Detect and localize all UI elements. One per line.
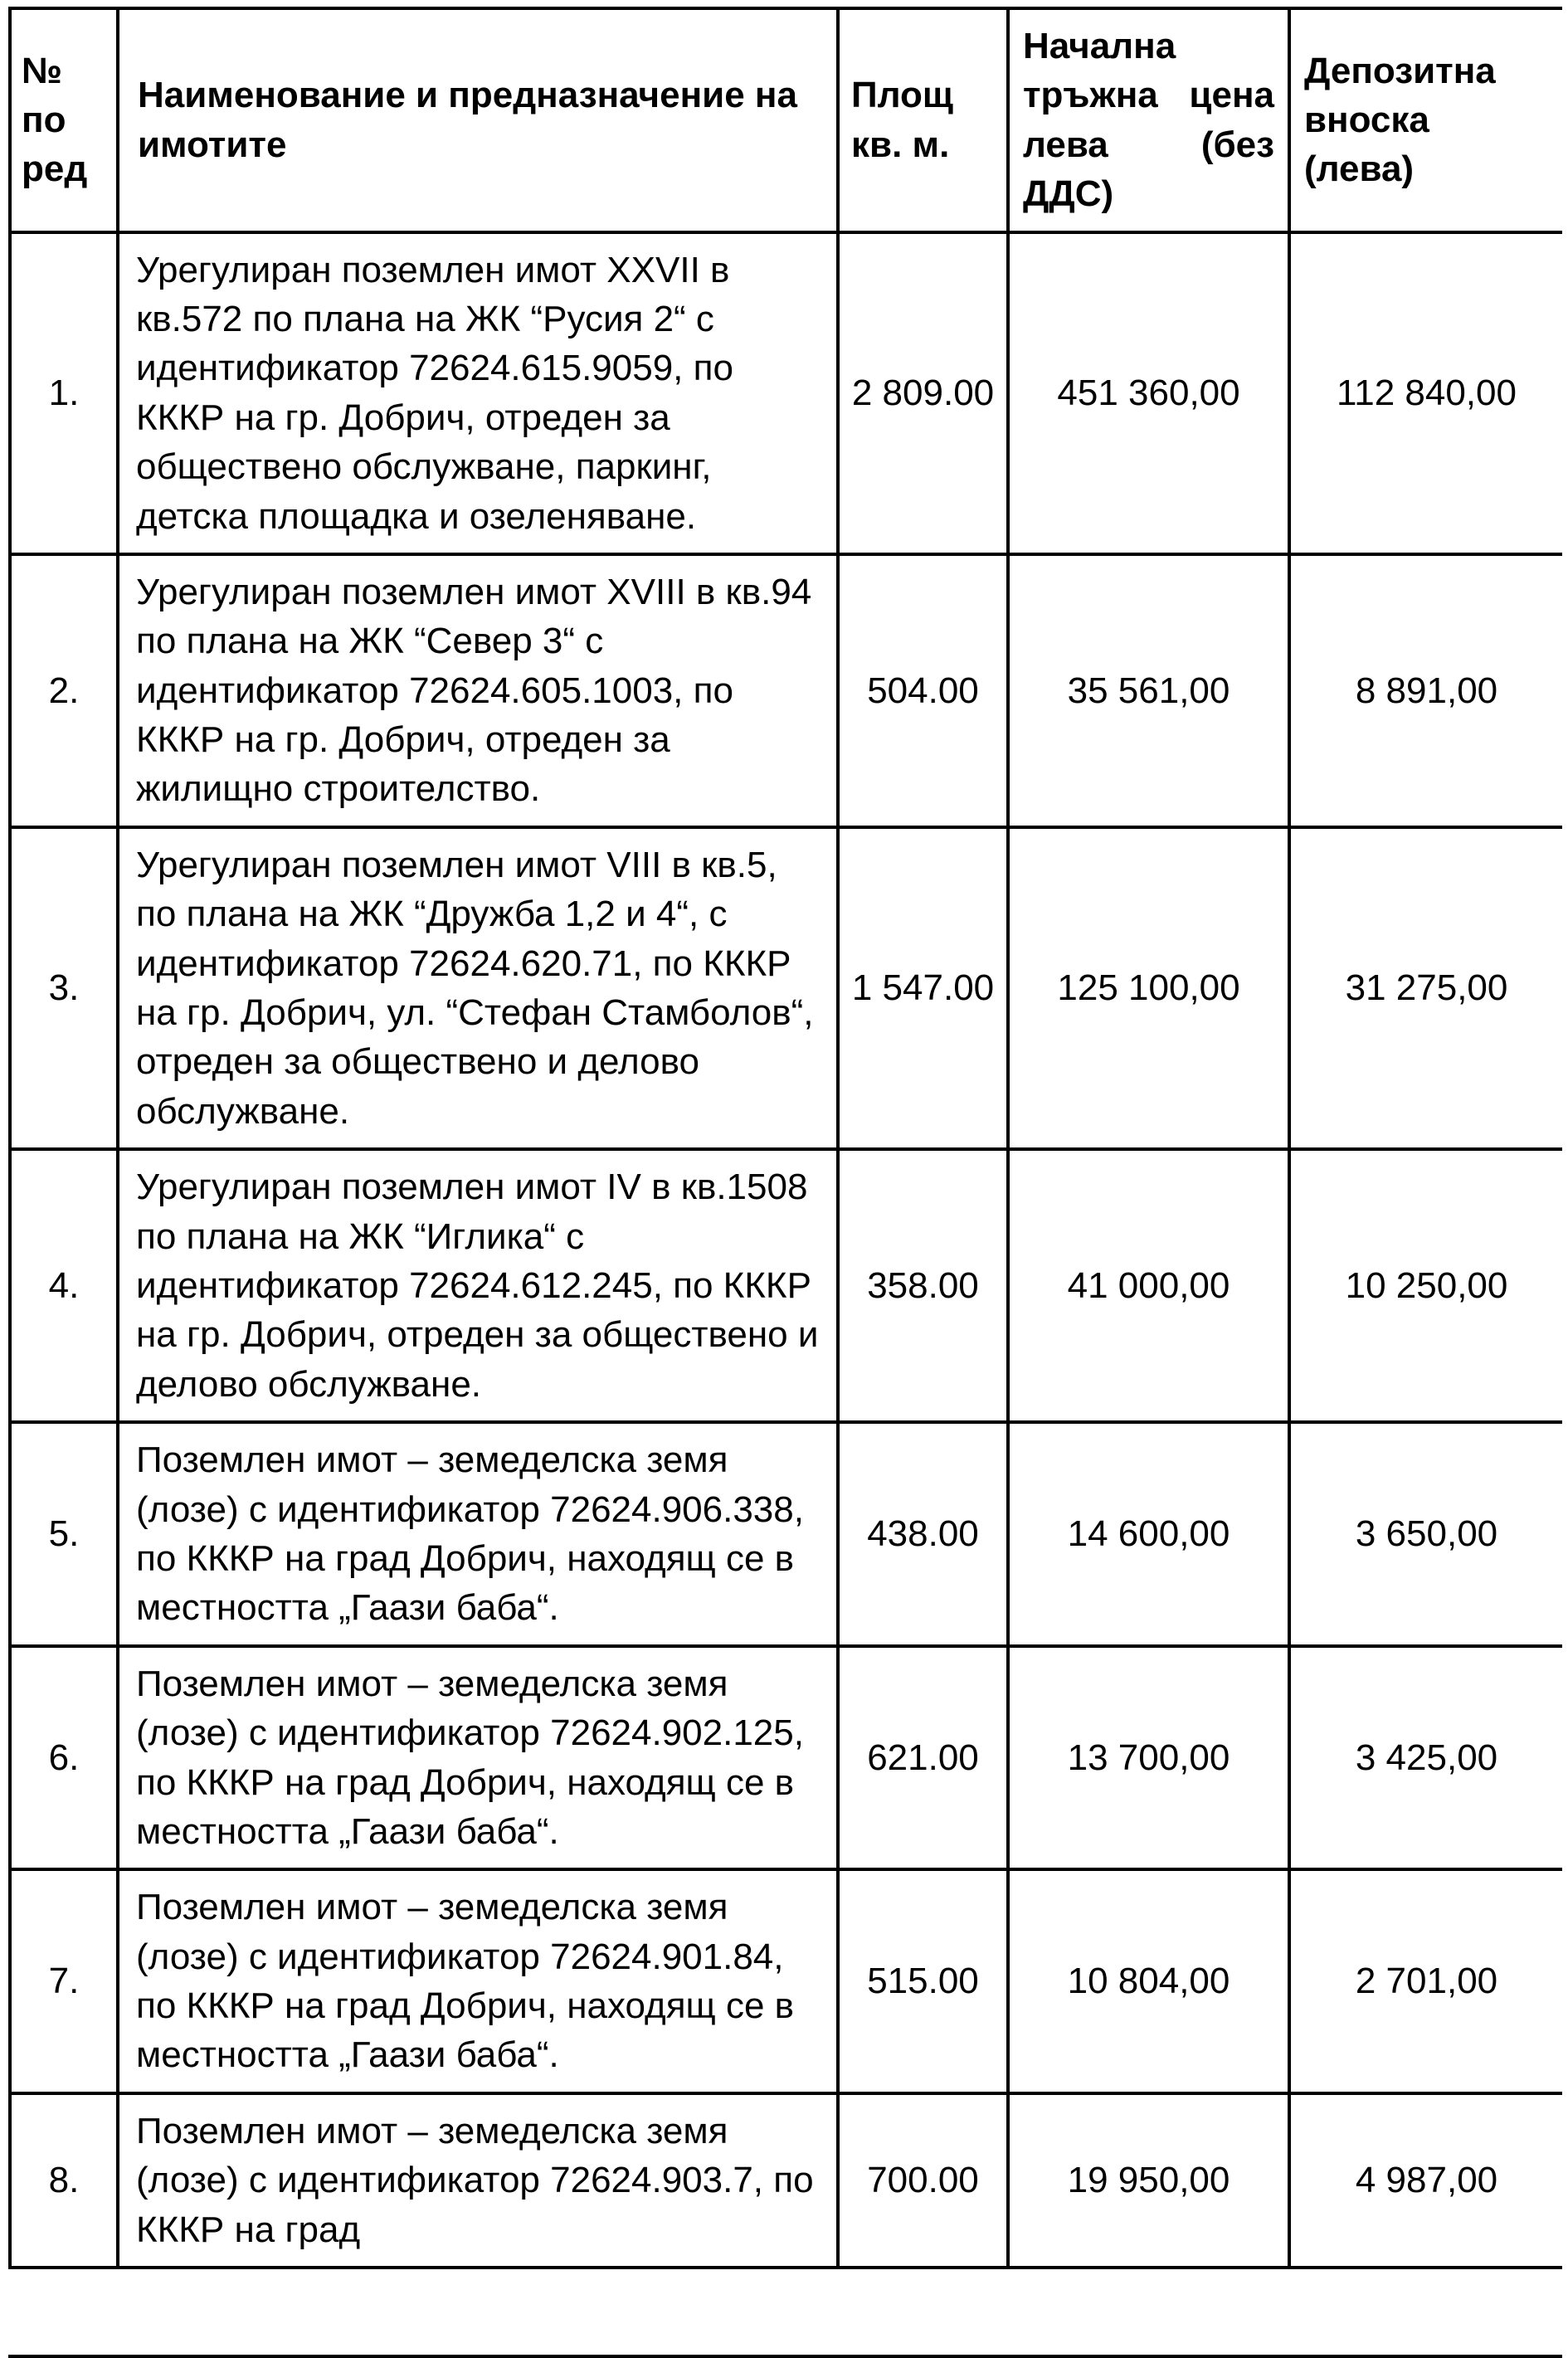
- property-auction-table: [8, 7, 1562, 2269]
- deposit-cell: 3 650,00: [1289, 1422, 1562, 1646]
- property-description-cell: Урегулиран поземлен имот IV в кв.1508 по плана на ЖК “Иглика“ с идентификатор 72624.612.245, по КККР на гр. Добрич, отреден за обществено и делово обслужване.: [118, 1149, 838, 1422]
- table-row: [10, 554, 1562, 827]
- table-row: [10, 232, 1562, 554]
- header-area: Площ кв. м.: [838, 8, 1008, 232]
- area-cell: 2 809.00: [838, 232, 1008, 554]
- price-cell: 451 360,00: [1008, 232, 1289, 554]
- area-cell: 358.00: [838, 1149, 1008, 1422]
- price-cell: 14 600,00: [1008, 1422, 1289, 1646]
- area-cell: 621.00: [838, 1646, 1008, 1870]
- row-number-cell: 7.: [10, 1869, 118, 2093]
- deposit-cell: 4 987,00: [1289, 2093, 1562, 2268]
- table-row: [10, 827, 1562, 1149]
- price-cell: 41 000,00: [1008, 1149, 1289, 1422]
- row-number-cell: 3.: [10, 827, 118, 1149]
- header-start-price: Начална тръжна цена лева (без ДДС): [1008, 8, 1289, 232]
- row-number-cell: 4.: [10, 1149, 118, 1422]
- deposit-cell: 2 701,00: [1289, 1869, 1562, 2093]
- property-description-cell: Урегулиран поземлен имот VIII в кв.5, по плана на ЖК “Дружба 1,2 и 4“, с идентификатор 72624.620.71, по КККР на гр. Добрич, ул. “Стефан Стамболов“, отреден за обществено и делово обслужване.: [118, 827, 838, 1149]
- row-number-cell: 5.: [10, 1422, 118, 1646]
- deposit-cell: 10 250,00: [1289, 1149, 1562, 1422]
- deposit-cell: 112 840,00: [1289, 232, 1562, 554]
- header-property-name: Наименование и предназначение на имотите: [118, 8, 838, 232]
- area-cell: 438.00: [838, 1422, 1008, 1646]
- property-description-cell: Поземлен имот – земеделска земя (лозе) с идентификатор 72624.906.338, по КККР на град Добрич, находящ се в местността „Гаази баба“.: [118, 1422, 838, 1646]
- header-row: [10, 8, 1562, 232]
- row-number-cell: 2.: [10, 554, 118, 827]
- property-description-cell: Поземлен имот – земеделска земя (лозе) с идентификатор 72624.901.84, по КККР на град Добрич, находящ се в местността „Гаази баба“.: [118, 1869, 838, 2093]
- property-description-cell: Урегулиран поземлен имот XVIII в кв.94 по плана на ЖК “Север 3“ с идентификатор 72624.605.1003, по КККР на гр. Добрич, отреден за жилищно строителство.: [118, 554, 838, 827]
- area-cell: 515.00: [838, 1869, 1008, 2093]
- row-number-cell: 8.: [10, 2093, 118, 2268]
- row-number-cell: 1.: [10, 232, 118, 554]
- property-description-cell: Урегулиран поземлен имот XXVII в кв.572 по плана на ЖК “Русия 2“ с идентификатор 72624.615.9059, по КККР на гр. Добрич, отреден за обществено обслужване, паркинг, детска площадка и озеленяване.: [118, 232, 838, 554]
- header-deposit: Депозитна вноска (лева): [1289, 8, 1562, 232]
- deposit-cell: 31 275,00: [1289, 827, 1562, 1149]
- row-number-cell: 6.: [10, 1646, 118, 1870]
- table-body: [10, 232, 1562, 2268]
- table-row: [10, 1869, 1562, 2093]
- price-cell: 13 700,00: [1008, 1646, 1289, 1870]
- price-cell: 10 804,00: [1008, 1869, 1289, 2093]
- deposit-cell: 8 891,00: [1289, 554, 1562, 827]
- table-header: [10, 8, 1562, 232]
- area-cell: 504.00: [838, 554, 1008, 827]
- table-row: [10, 1422, 1562, 1646]
- table-row: [10, 2093, 1562, 2268]
- table-row: [10, 1149, 1562, 1422]
- table-row: [10, 1646, 1562, 1870]
- price-cell: 35 561,00: [1008, 554, 1289, 827]
- price-cell: 125 100,00: [1008, 827, 1289, 1149]
- property-description-cell: Поземлен имот – земеделска земя (лозе) с идентификатор 72624.902.125, по КККР на град Добрич, находящ се в местността „Гаази баба“.: [118, 1646, 838, 1870]
- price-cell: 19 950,00: [1008, 2093, 1289, 2268]
- area-cell: 700.00: [838, 2093, 1008, 2268]
- property-description-cell: Поземлен имот – земеделска земя (лозе) с идентификатор 72624.903.7, по КККР на град: [118, 2093, 838, 2268]
- header-row-number: № по ред: [10, 8, 118, 232]
- deposit-cell: 3 425,00: [1289, 1646, 1562, 1870]
- area-cell: 1 547.00: [838, 827, 1008, 1149]
- table-container: [8, 7, 1562, 2358]
